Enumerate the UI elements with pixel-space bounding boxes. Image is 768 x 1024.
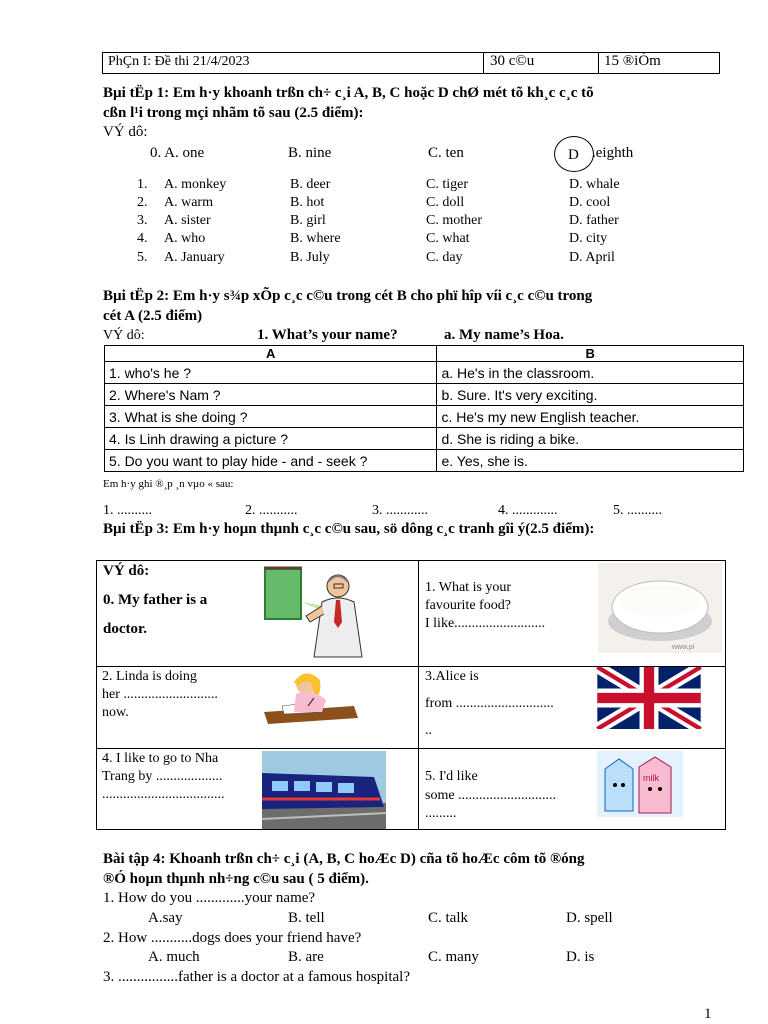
ex2-example-question: 1. What’s your name?	[257, 327, 398, 343]
column-b-cell: c. He's my new English teacher.	[437, 406, 744, 428]
column-a-cell: 1. who's he ?	[105, 362, 437, 384]
ex4-title-line1: Bài tập 4: Khoanh trßn ch÷ c¸i (A, B, C hoÆc D) cña tõ hoÆc côm tõ ®óng	[103, 851, 585, 867]
ex1-option-b: B. deer	[290, 177, 331, 192]
ex3-q1-line1: 1. What is your	[425, 580, 512, 595]
header-divider-1	[483, 52, 484, 73]
ex3-grid-hline-2	[96, 748, 726, 749]
table-row	[105, 406, 744, 428]
ex3-example-label: VÝ dô:	[103, 563, 150, 579]
ex1-row-number: 3.	[137, 213, 148, 228]
column-a-cell: 4. Is Linh drawing a picture ?	[105, 428, 437, 450]
ex1-option-d: D. cool	[569, 195, 611, 210]
column-a-header: A	[105, 346, 437, 362]
girl-studying-illustration	[262, 666, 358, 726]
ex1-option-d: D. April	[569, 250, 615, 265]
column-b-cell: b. Sure. It's very exciting.	[437, 384, 744, 406]
ex1-option-c: C. what	[426, 231, 470, 246]
ex2-example-label: VÝ dô:	[103, 328, 145, 343]
ex1-example-label: VÝ dô:	[103, 124, 148, 140]
ex4-q1-option-a[interactable]: A.say	[148, 910, 183, 926]
ex3-q1-line2: favourite food?	[425, 598, 511, 613]
ex3-q3-line2[interactable]: from ............................	[425, 696, 554, 711]
ex1-option-a: A. January	[164, 250, 225, 265]
ex1-option-c: C. doll	[426, 195, 465, 210]
ex4-question-3: 3. ................father is a doctor at a famous hospital?	[103, 969, 411, 985]
ex3-q1-line3[interactable]: I like..........................	[425, 616, 546, 631]
ex2-answer-5[interactable]: 5. ..........	[613, 503, 662, 518]
table-row	[105, 362, 744, 384]
ex1-option-a: A. warm	[164, 195, 213, 210]
ex4-question-1: 1. How do you .............your name?	[103, 890, 316, 906]
ex4-title-line2: ®Ó hoµn thµnh nh÷ng c©u sau ( 5 điểm).	[103, 871, 369, 887]
ex1-option-d: D. whale	[569, 177, 620, 192]
matching-table-header	[105, 346, 744, 362]
ex2-answer-1[interactable]: 1. ..........	[103, 503, 152, 518]
matching-table	[104, 345, 744, 472]
ex3-example-line2: doctor.	[103, 621, 148, 637]
ex2-example-answer: a. My name’s Hoa.	[444, 327, 564, 343]
table-row	[105, 450, 744, 472]
column-b-cell: e. Yes, she is.	[437, 450, 744, 472]
ex4-q2-option-c[interactable]: C. many	[428, 949, 479, 965]
column-b-cell: d. She is riding a bike.	[437, 428, 744, 450]
table-row	[105, 428, 744, 450]
header-part: PhÇn I: Đề thi 21/4/2023	[108, 54, 250, 69]
teacher-illustration	[262, 562, 372, 662]
column-a-cell: 5. Do you want to play hide - and - seek ?	[105, 450, 437, 472]
ex4-q1-option-d[interactable]: D. spell	[566, 910, 613, 926]
ex4-q1-option-b[interactable]: B. tell	[288, 910, 325, 926]
column-b-cell: a. He's in the classroom.	[437, 362, 744, 384]
ex1-option-b: B. July	[290, 250, 330, 265]
ex1-row-number: 2.	[137, 195, 148, 210]
ex1-option-d: D. city	[569, 231, 608, 246]
ex2-answer-2[interactable]: 2. ...........	[245, 503, 298, 518]
ex2-answer-4[interactable]: 4. .............	[498, 503, 558, 518]
header-points: 15 ®iÓm	[604, 53, 661, 69]
photo-watermark: www.pi	[672, 644, 695, 651]
ex4-q1-option-c[interactable]: C. talk	[428, 910, 468, 926]
ex2-answer-3[interactable]: 3. ............	[372, 503, 428, 518]
ex1-option-d: D. father	[569, 213, 619, 228]
ex1-row-number: 4.	[137, 231, 148, 246]
ex3-q2-line2[interactable]: her ...........................	[102, 687, 218, 702]
ex1-option-a: A. monkey	[164, 177, 227, 192]
ex2-answer-note: Em h·y ghi ®¸p ¸n vµo « sau:	[103, 478, 234, 490]
ex1-example-a: 0. A. one	[150, 145, 205, 161]
column-a-cell: 2. Where's Nam ?	[105, 384, 437, 406]
ex3-example-line1: 0. My father is a	[103, 592, 208, 608]
ex1-example-d-letter: D	[568, 147, 579, 163]
ex2-title-line2: cét A (2.5 điểm)	[103, 308, 203, 324]
ex4-question-2: 2. How ...........dogs does your friend have?	[103, 930, 362, 946]
ex1-example-c: C. ten	[428, 145, 464, 161]
ex1-option-c: C. day	[426, 250, 463, 265]
ex3-q4-line3[interactable]: ...................................	[102, 787, 225, 802]
ex1-option-b: B. hot	[290, 195, 325, 210]
ex4-q2-option-a[interactable]: A. much	[148, 949, 200, 965]
ex3-q5-line1: 5. I'd like	[425, 769, 478, 784]
ex1-row-number: 1.	[137, 177, 148, 192]
ex1-option-a: A. who	[164, 231, 206, 246]
ex4-q2-option-b[interactable]: B. are	[288, 949, 324, 965]
ex3-q3-line3: ..	[425, 723, 432, 738]
ex3-q5-line3: .........	[425, 806, 457, 821]
header-count: 30 c©u	[490, 53, 535, 69]
ex4-q2-option-d[interactable]: D. is	[566, 949, 595, 965]
ex3-q4-line2[interactable]: Trang by ...................	[102, 769, 223, 784]
page-number: 1	[704, 1006, 712, 1022]
ex1-option-b: B. where	[290, 231, 341, 246]
header-divider-2	[598, 52, 599, 73]
ex1-option-a: A. sister	[164, 213, 211, 228]
column-a-cell: 3. What is she doing ?	[105, 406, 437, 428]
uk-flag-icon	[596, 667, 702, 729]
ex3-q2-line1: 2. Linda is doing	[102, 669, 197, 684]
ex3-q3-line1: 3.Alice is	[425, 669, 479, 684]
ex1-title-line2: cßn l¹i trong mçi nhãm tõ sau (2.5 điểm):	[103, 105, 364, 121]
milk-carton-illustration	[597, 751, 683, 817]
milk-label: milk	[643, 773, 659, 783]
ex3-q5-line2[interactable]: some ............................	[425, 788, 557, 803]
ex2-title-line1: Bµi tËp 2: Em h·y s¾p xÕp c¸c c©u trong cét B cho phï hîp víi c¸c c©u trong	[103, 288, 593, 304]
ex3-q4-line1: 4. I like to go to Nha	[102, 751, 219, 766]
ex1-example-d-word: .eighth	[592, 145, 634, 161]
column-b-header: B	[437, 346, 744, 362]
train-photo	[262, 751, 386, 829]
rice-bowl-photo	[598, 563, 722, 653]
table-row	[105, 384, 744, 406]
ex1-example-b: B. nine	[288, 145, 332, 161]
ex1-option-c: C. tiger	[426, 177, 468, 192]
ex1-title-line1: Bµi tËp 1: Em h·y khoanh trßn ch÷ c¸i A, B, C hoặc D chØ mét tõ kh¸c c¸c tõ	[103, 85, 594, 101]
ex3-q2-line3: now.	[102, 705, 129, 720]
ex1-option-b: B. girl	[290, 213, 326, 228]
ex3-title: Bµi tËp 3: Em h·y hoµn thµnh c¸c c©u sau, sö dông c¸c tranh gîi ý(2.5 điểm):	[103, 521, 595, 537]
ex1-row-number: 5.	[137, 250, 148, 265]
ex1-option-c: C. mother	[426, 213, 482, 228]
ex3-grid-vline	[418, 560, 419, 830]
